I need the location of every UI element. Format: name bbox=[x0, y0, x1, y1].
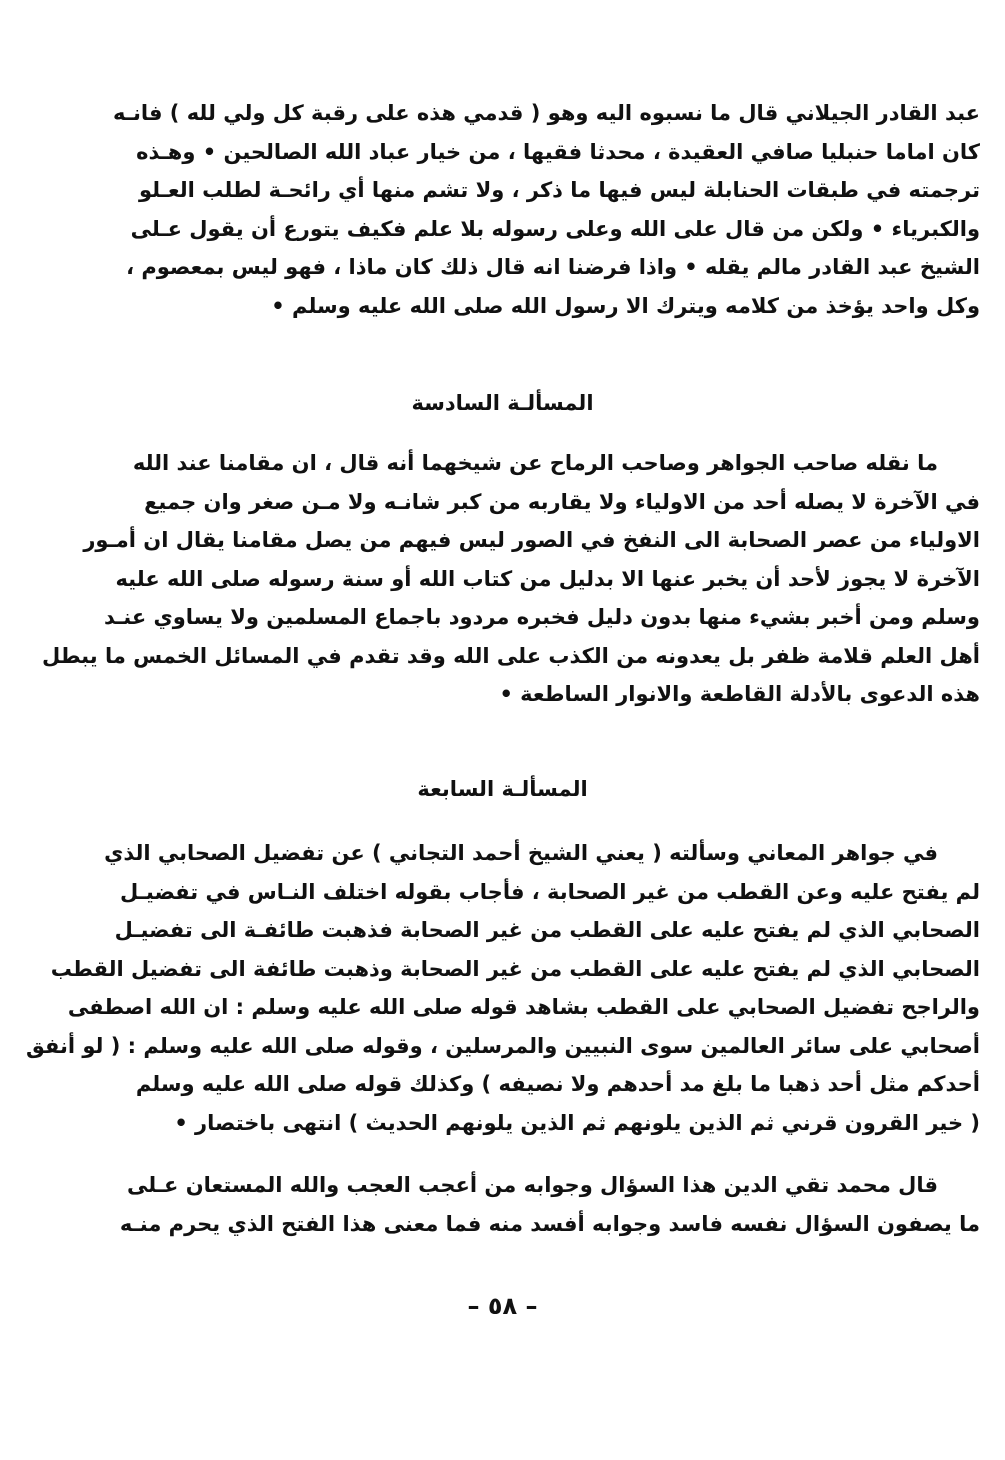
text-line: ما يصفون السؤال نفسه فاسد وجوابه أفسد منه فما معنى هذا الفتح الذي يحرم منـه bbox=[119, 1211, 980, 1236]
paragraph-seventh-issue bbox=[25, 834, 980, 1142]
paragraph-continuation bbox=[113, 94, 980, 325]
text-line: الصحابي الذي لم يفتح عليه على القطب من غير الصحابة فذهبت طائفـة الى تفضيـل bbox=[114, 918, 980, 942]
text-line: الآخرة لا يجوز لأحد أن يخبر عنها الا بدليل من كتاب الله أو سنة رسوله صلى الله عليه bbox=[115, 566, 980, 591]
text-line: أهل العلم قلامة ظفر بل يعدونه من الكذب على الله وقد تقدم في المسائل الخمس ما يبطل bbox=[41, 643, 980, 668]
page-number: – ٥٨ – bbox=[467, 1292, 538, 1320]
text-line: لم يفتح عليه وعن القطب من غير الصحابة ، فأجاب بقوله اختلف النـاس في تفضيـل bbox=[119, 879, 980, 904]
text-line: أحدكم مثل أحد ذهبا ما بلغ مد أحدهم ولا نصيفه ) وكذلك قوله صلى الله عليه وسلم bbox=[135, 1072, 980, 1096]
text-line: كان اماما حنبليا صافي العقيدة ، محدثا فقيها ، من خيار عباد الله الصالحين • وهـذه bbox=[136, 139, 980, 164]
section-heading-sixth: المسألـة السادسة bbox=[411, 391, 594, 415]
text-line: في جواهر المعاني وسألته ( يعني الشيخ أحمد التجاني ) عن تفضيل الصحابي الذي bbox=[104, 841, 938, 865]
text-line: ( خير القرون قرني ثم الذين يلونهم ثم الذين يلونهم الحديث ) انتهى باختصار • bbox=[174, 1110, 980, 1135]
text-line: أصحابي على سائر العالمين سوى النبيين والمرسلين ، وقوله صلى الله عليه وسلم : ( لو أنفق bbox=[25, 1033, 980, 1058]
text-line: في الآخرة لا يصله أحد من الاولياء ولا يقاربه من كبر شانـه ولا مـن صغر وان جميع bbox=[144, 489, 980, 514]
text-line: ترجمته في طبقات الحنابلة ليس فيها ما ذكر ، ولا تشم منها أي رائحـة لطلب العـلو bbox=[139, 178, 980, 202]
paragraph-commentary bbox=[119, 1166, 980, 1243]
text-line: هذه الدعوى بالأدلة القاطعة والانوار الساطعة • bbox=[499, 682, 980, 706]
section-heading-seventh: المسألـة السابعة bbox=[417, 777, 588, 801]
text-line: وكل واحد يؤخذ من كلامه ويترك الا رسول الله صلى الله عليه وسلم • bbox=[271, 293, 980, 318]
text-line: والكبرياء • ولكن من قال على الله وعلى رسوله بلا علم فكيف يتورع أن يقول عـلى bbox=[130, 216, 980, 241]
text-line: الاولياء من عصر الصحابة الى النفخ في الصور ليس فيهم من يصل مقامنا يقال ان أمـور bbox=[83, 528, 980, 552]
paragraph-sixth-issue bbox=[41, 444, 980, 714]
text-line: الشيخ عبد القادر مالم يقله • واذا فرضنا انه قال ذلك كان ماذا ، فهو ليس بمعصوم ، bbox=[126, 255, 980, 279]
text-line: قال محمد تقي الدين هذا السؤال وجوابه من أعجب العجب والله المستعان عـلى bbox=[127, 1173, 938, 1197]
text-line: والراجح تفضيل الصحابي على القطب بشاهد قوله صلى الله عليه وسلم : ان الله اصطفى bbox=[67, 995, 980, 1019]
text-line: وسلم ومن أخبر بشيء منها بدون دليل فخبره مردود باجماع المسلمين ولا يساوي عنـد bbox=[103, 605, 980, 629]
text-line: الصحابي الذي لم يفتح عليه على القطب من غير الصحابة وذهبت طائفة الى تفضيل القطب bbox=[50, 956, 980, 981]
text-line: عبد القادر الجيلاني قال ما نسبوه اليه وهو ( قدمي هذه على رقبة كل ولي لله ) فانـه bbox=[113, 101, 980, 125]
text-line: ما نقله صاحب الجواهر وصاحب الرماح عن شيخهما أنه قال ، ان مقامنا عند الله bbox=[132, 451, 938, 475]
